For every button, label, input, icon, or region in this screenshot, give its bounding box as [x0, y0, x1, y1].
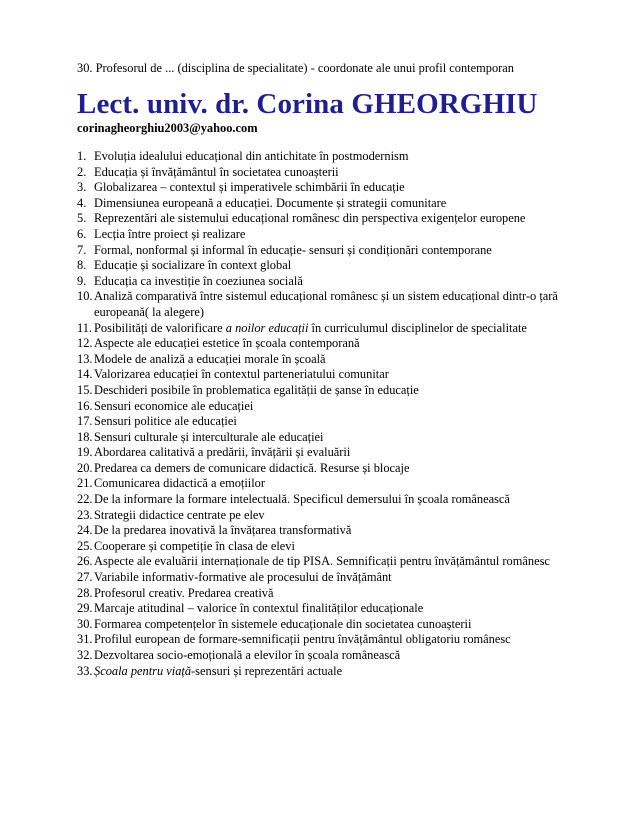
topic-text: Variabile informativ-formative ale procesului de învățământ	[94, 570, 392, 585]
topic-item	[77, 352, 597, 368]
topic-number: 25.	[77, 538, 93, 553]
topic-number: 2.	[77, 164, 87, 179]
topic-text: Sensuri politice ale educației	[94, 414, 237, 429]
topic-number: 4.	[77, 195, 87, 210]
topic-text-emphasis: a noilor educații	[225, 320, 309, 335]
topic-number: 9.	[77, 273, 87, 288]
topic-item	[77, 211, 597, 227]
topic-number: 26.	[77, 554, 93, 569]
topic-text: Educație și socializare în context global	[94, 258, 292, 273]
topic-text: Marcaje atitudinal – valorice în contextul finalităților educaționale	[94, 601, 424, 616]
topic-number: 33.	[77, 663, 93, 678]
topic-item	[77, 523, 597, 539]
topic-item	[77, 554, 597, 570]
topic-text-emphasis: Școala pentru viață	[94, 663, 192, 678]
topic-text: Educația ca investiție în coeziunea socială	[94, 273, 303, 288]
topic-item	[77, 289, 597, 320]
topic-item	[77, 399, 597, 415]
topic-number: 13.	[77, 351, 93, 366]
topic-item	[77, 321, 597, 337]
topic-number: 21.	[77, 476, 93, 491]
topic-text	[94, 321, 597, 337]
topic-text: Reprezentări ale sistemului educațional românesc din perspectiva exigențelor europene	[94, 211, 526, 226]
topic-number: 23.	[77, 507, 93, 522]
topic-number: 15.	[77, 382, 93, 397]
topic-text: Dimensiunea europeană a educației. Documente și strategii comunitare	[94, 195, 447, 210]
topic-number: 29.	[77, 601, 93, 616]
topic-number: 3.	[77, 180, 87, 195]
topic-item	[77, 243, 597, 259]
topic-number: 7.	[77, 242, 87, 257]
topic-number: 14.	[77, 367, 93, 382]
topic-number: 11.	[77, 320, 93, 335]
topic-item	[77, 601, 597, 617]
topic-text: Evoluția idealului educațional din antichitate în postmodernism	[94, 149, 409, 163]
topic-item	[77, 165, 597, 181]
topic-text: De la informare la formare intelectuală. Specificul demersului în școala românească	[94, 492, 510, 507]
topic-text: Aspecte ale evaluării internaționale de tip PISA. Semnificații pentru învățământul românesc	[94, 554, 550, 569]
topic-text: Educația și învățământul în societatea cunoașterii	[94, 164, 339, 179]
topic-number: 6.	[77, 226, 87, 241]
topic-number: 19.	[77, 445, 93, 460]
topic-item	[77, 227, 597, 243]
topic-item	[77, 461, 597, 477]
topic-item	[77, 508, 597, 524]
author-heading: Lect. univ. dr. Corina GHEORGHIU	[77, 88, 538, 120]
topic-text: Dezvoltarea socio-emoțională a elevilor în școala românească	[94, 648, 401, 662]
topic-item	[77, 664, 597, 680]
topic-text: Comunicarea didactică a emoțiilor	[94, 476, 265, 491]
topic-item	[77, 383, 597, 399]
topic-number: 20.	[77, 460, 93, 475]
topic-text: Cooperare și competiție în clasa de elevi	[94, 538, 295, 553]
topic-number: 30.	[77, 616, 93, 631]
topic-item	[77, 274, 597, 290]
topic-text-part: în curriculumul disciplinelor de specialitate	[308, 320, 527, 335]
topic-text: Aspecte ale educației estetice în școala contemporană	[94, 336, 360, 351]
topic-text: Profilul european de formare-semnificații pentru învățământul obligatoriu românesc	[94, 632, 511, 647]
topic-text: Abordarea calitativă a predării, învățării și evaluării	[94, 445, 351, 460]
topic-item	[77, 539, 597, 555]
topic-text	[94, 664, 597, 680]
topic-item	[77, 632, 597, 648]
topic-text: Modele de analiză a educației morale în școală	[94, 351, 326, 366]
topic-item	[77, 180, 597, 196]
topic-item	[77, 586, 597, 602]
topic-item	[77, 336, 597, 352]
topic-text: Globalizarea – contextul și imperativele schimbării în educație	[94, 180, 405, 195]
topic-number: 27.	[77, 570, 93, 585]
topic-item	[77, 648, 597, 664]
topic-text: Analiză comparativă între sistemul educațional românesc și un sistem educațional dintr-o țară europeană( la alegere)	[94, 289, 558, 319]
topic-number: 1.	[77, 149, 87, 163]
topic-item	[77, 367, 597, 383]
topic-number: 18.	[77, 429, 93, 444]
topic-text: Formal, nonformal și informal în educație- sensuri și condiționări contemporane	[94, 242, 492, 257]
topic-text: Valorizarea educației în contextul parteneriatului comunitar	[94, 367, 389, 382]
previous-topic-line: 30. Profesorul de ... (disciplina de specialitate) - coordonate ale unui profil contemporan	[77, 61, 514, 75]
topic-number: 17.	[77, 414, 93, 429]
topic-number: 24.	[77, 523, 93, 538]
topic-item	[77, 476, 597, 492]
topic-item	[77, 617, 597, 633]
topic-item	[77, 430, 597, 446]
topic-text: Sensuri culturale și interculturale ale educației	[94, 429, 324, 444]
author-email: corinagheorghiu2003@yahoo.com	[77, 121, 258, 135]
topic-text-part: -sensuri și reprezentări actuale	[191, 663, 343, 678]
topic-number: 5.	[77, 211, 87, 226]
topic-text: Profesorul creativ. Predarea creativă	[94, 585, 274, 600]
topic-text-part: Posibilități de valorificare	[94, 320, 226, 335]
topic-item	[77, 258, 597, 274]
topic-item	[77, 149, 597, 165]
topic-text: Predarea ca demers de comunicare didactică. Resurse și blocaje	[94, 460, 410, 475]
topic-number: 32.	[77, 648, 93, 662]
topic-number: 10.	[77, 289, 93, 304]
topic-item	[77, 492, 597, 508]
topic-number: 16.	[77, 398, 93, 413]
topic-text: Deschideri posibile în problematica egalității de șanse în educație	[94, 382, 419, 397]
topic-item	[77, 445, 597, 461]
topic-number: 12.	[77, 336, 93, 351]
topic-text: Strategii didactice centrate pe elev	[94, 507, 265, 522]
topic-number: 28.	[77, 585, 93, 600]
topic-number: 8.	[77, 258, 87, 273]
topic-item	[77, 196, 597, 212]
topic-number: 31.	[77, 632, 93, 647]
topic-text: De la predarea inovativă la învățarea transformativă	[94, 523, 352, 538]
topic-text: Lecția între proiect și realizare	[94, 226, 246, 241]
topic-text: Formarea competențelor în sistemele educaționale din societatea cunoașterii	[94, 616, 472, 631]
topic-item	[77, 414, 597, 430]
topic-number: 22.	[77, 492, 93, 507]
topic-text: Sensuri economice ale educației	[94, 398, 254, 413]
topic-item	[77, 570, 597, 586]
topic-list	[77, 149, 597, 679]
